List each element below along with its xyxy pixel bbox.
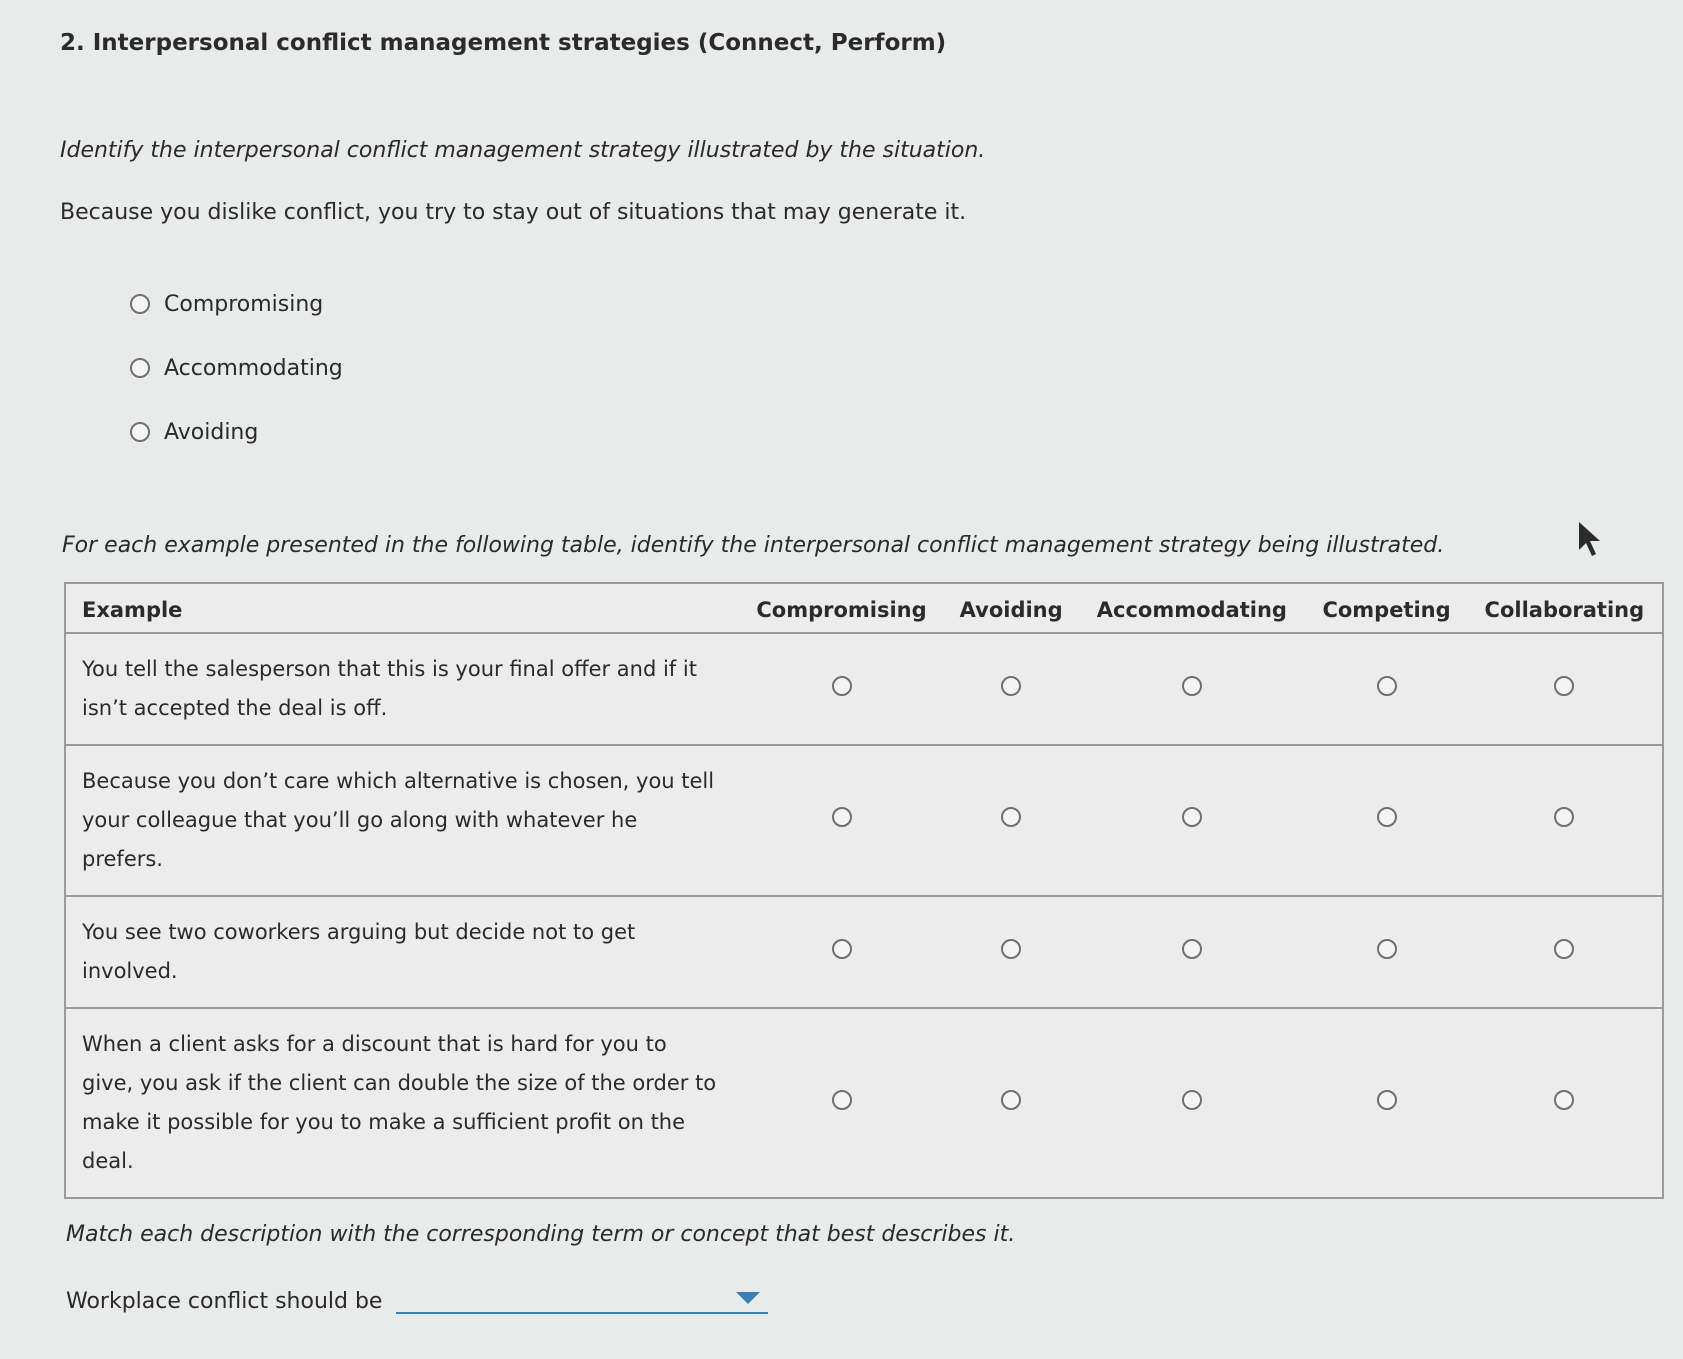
cell-compromising[interactable] bbox=[738, 745, 945, 896]
column-header-accommodating: Accommodating bbox=[1077, 583, 1306, 633]
column-header-avoiding: Avoiding bbox=[945, 583, 1077, 633]
example-text: You see two coworkers arguing but decide not to get involved. bbox=[65, 896, 738, 1008]
match-item bbox=[66, 1278, 768, 1314]
match-statement: Workplace conflict should be bbox=[66, 1289, 383, 1314]
cell-competing[interactable] bbox=[1306, 896, 1466, 1008]
table-header-row bbox=[65, 583, 1663, 633]
radio-button[interactable] bbox=[1554, 676, 1574, 696]
cell-collaborating[interactable] bbox=[1467, 633, 1663, 745]
radio-button[interactable] bbox=[1001, 676, 1021, 696]
part3-prompt: Match each description with the corresponding term or concept that best describes it. bbox=[66, 1222, 1016, 1247]
cell-compromising[interactable] bbox=[738, 633, 945, 745]
radio-button[interactable] bbox=[1554, 807, 1574, 827]
question-title: 2. Interpersonal conflict management strategies (Connect, Perform) bbox=[60, 30, 947, 56]
column-header-competing: Competing bbox=[1306, 583, 1466, 633]
cell-accommodating[interactable] bbox=[1077, 633, 1306, 745]
column-header-collaborating: Collaborating bbox=[1467, 583, 1663, 633]
cell-collaborating[interactable] bbox=[1467, 745, 1663, 896]
cell-avoiding[interactable] bbox=[945, 745, 1077, 896]
radio-button[interactable] bbox=[832, 676, 852, 696]
example-text: When a client asks for a discount that is hard for you to give, you ask if the client can double the size of the order to make it possible for you to make a sufficient profit on the deal. bbox=[65, 1008, 738, 1198]
part1-options bbox=[130, 272, 343, 464]
cell-competing[interactable] bbox=[1306, 1008, 1466, 1198]
mouse-pointer-icon bbox=[1575, 520, 1605, 560]
radio-button[interactable] bbox=[1182, 1090, 1202, 1110]
radio-button[interactable] bbox=[1377, 939, 1397, 959]
cell-competing[interactable] bbox=[1306, 633, 1466, 745]
radio-button[interactable] bbox=[1182, 939, 1202, 959]
cell-avoiding[interactable] bbox=[945, 896, 1077, 1008]
radio-button[interactable] bbox=[832, 1090, 852, 1110]
option-accommodating[interactable] bbox=[130, 336, 343, 400]
radio-button[interactable] bbox=[832, 807, 852, 827]
column-header-example: Example bbox=[65, 583, 738, 633]
cell-accommodating[interactable] bbox=[1077, 1008, 1306, 1198]
radio-button[interactable] bbox=[1182, 676, 1202, 696]
part1-prompt: Identify the interpersonal conflict management strategy illustrated by the situation. bbox=[60, 138, 986, 163]
radio-button[interactable] bbox=[1001, 939, 1021, 959]
option-avoiding[interactable] bbox=[130, 400, 343, 464]
chevron-down-icon[interactable] bbox=[736, 1292, 760, 1304]
radio-button[interactable] bbox=[1001, 807, 1021, 827]
cell-compromising[interactable] bbox=[738, 1008, 945, 1198]
radio-button[interactable] bbox=[1182, 807, 1202, 827]
option-label: Compromising bbox=[164, 291, 324, 317]
cell-accommodating[interactable] bbox=[1077, 896, 1306, 1008]
cell-collaborating[interactable] bbox=[1467, 896, 1663, 1008]
cell-avoiding[interactable] bbox=[945, 633, 1077, 745]
cell-compromising[interactable] bbox=[738, 896, 945, 1008]
cell-collaborating[interactable] bbox=[1467, 1008, 1663, 1198]
part2-prompt: For each example presented in the following table, identify the interpersonal conflict management strategy being illustrated. bbox=[62, 533, 1445, 558]
column-header-compromising: Compromising bbox=[738, 583, 945, 633]
radio-button[interactable] bbox=[1377, 676, 1397, 696]
table-row bbox=[65, 1008, 1663, 1198]
radio-button[interactable] bbox=[130, 294, 150, 314]
radio-button[interactable] bbox=[832, 939, 852, 959]
radio-button[interactable] bbox=[130, 422, 150, 442]
example-text: You tell the salesperson that this is your final offer and if it isn’t accepted the deal is off. bbox=[65, 633, 738, 745]
option-compromising[interactable] bbox=[130, 272, 343, 336]
radio-button[interactable] bbox=[1377, 807, 1397, 827]
example-text: Because you don’t care which alternative is chosen, you tell your colleague that you’ll go along with whatever he prefers. bbox=[65, 745, 738, 896]
table-row bbox=[65, 745, 1663, 896]
radio-button[interactable] bbox=[1377, 1090, 1397, 1110]
cell-avoiding[interactable] bbox=[945, 1008, 1077, 1198]
cell-competing[interactable] bbox=[1306, 745, 1466, 896]
part1-scenario: Because you dislike conflict, you try to stay out of situations that may generate it. bbox=[60, 200, 967, 225]
strategy-matrix-table bbox=[64, 582, 1664, 1199]
option-label: Accommodating bbox=[164, 355, 343, 381]
cell-accommodating[interactable] bbox=[1077, 745, 1306, 896]
radio-button[interactable] bbox=[130, 358, 150, 378]
radio-button[interactable] bbox=[1554, 939, 1574, 959]
table-row bbox=[65, 896, 1663, 1008]
table-row bbox=[65, 633, 1663, 745]
answer-dropdown[interactable] bbox=[396, 1278, 768, 1314]
option-label: Avoiding bbox=[164, 419, 259, 445]
radio-button[interactable] bbox=[1001, 1090, 1021, 1110]
radio-button[interactable] bbox=[1554, 1090, 1574, 1110]
